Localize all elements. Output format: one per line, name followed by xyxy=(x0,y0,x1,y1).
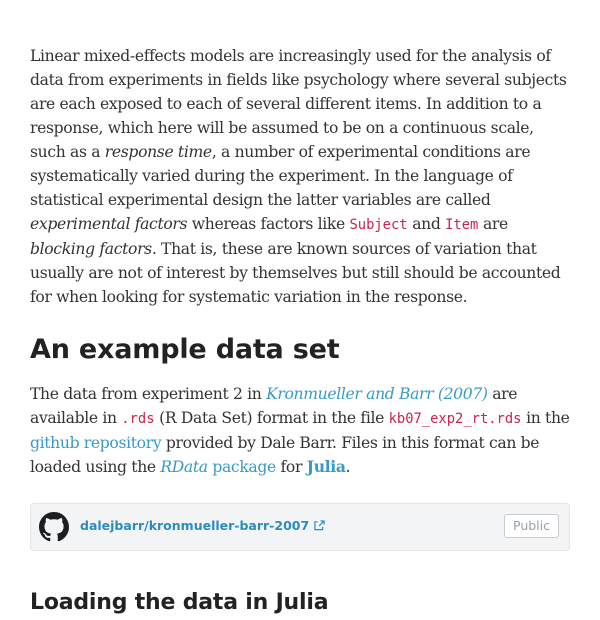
julia-link[interactable]: Julia xyxy=(306,457,346,476)
text: are available in xyxy=(30,385,518,427)
intro-section xyxy=(30,44,570,309)
section-heading-example-data-set: An example data set xyxy=(30,334,340,365)
text: . That is, these are known sources of variation that usually are not of interest by themselves but still should be accounted for when looking for systematic variation in the response. xyxy=(30,240,561,306)
repo-name: dalejbarr/kronmueller-barr-2007 xyxy=(80,518,310,533)
citation-text: Kronmueller and Barr (2007) xyxy=(266,385,488,403)
code-subject: Subject xyxy=(349,217,408,233)
code-filename: kb07_exp2_rt.rds xyxy=(388,411,522,427)
code-rds: .rds xyxy=(121,411,155,427)
public-badge: Public xyxy=(504,514,559,538)
intro-paragraph xyxy=(30,44,570,309)
term-response-time: response time xyxy=(104,143,212,161)
text: whereas factors like xyxy=(187,215,350,233)
text: , a number of experimental conditions are systematically varied during the experiment. In the language of statistical experimental design the latter variables are called xyxy=(30,143,531,209)
example-data-section xyxy=(30,382,570,479)
repo-link[interactable] xyxy=(80,518,325,533)
text: provided by Dale Barr. Files in this format can be loaded using the xyxy=(30,434,540,476)
package-text: package xyxy=(207,458,276,476)
rdata-package-link[interactable] xyxy=(160,458,276,476)
github-repository-link[interactable]: github repository xyxy=(30,434,162,452)
section-heading-loading-data: Loading the data in Julia xyxy=(30,590,329,615)
github-repo-card xyxy=(30,503,570,551)
data-paragraph xyxy=(30,382,570,479)
github-icon xyxy=(39,512,69,542)
text: (R Data Set) format in the file xyxy=(154,409,389,427)
text: . xyxy=(345,458,351,476)
term-experimental-factors: experimental factors xyxy=(30,215,188,233)
text: and xyxy=(407,215,446,233)
external-link-icon xyxy=(314,520,325,531)
text: are xyxy=(478,215,508,233)
text: The data from experiment 2 in xyxy=(30,385,267,403)
term-blocking-factors: blocking factors xyxy=(30,240,152,258)
rdata-text: RData xyxy=(160,458,208,476)
text: for xyxy=(275,458,307,476)
text: in the xyxy=(521,409,570,427)
citation-link-kronmueller-barr[interactable] xyxy=(266,385,488,403)
code-item: Item xyxy=(445,217,479,233)
text: Linear mixed-effects models are increasingly used for the analysis of data from experiments in fields like psychology where several subjects are each exposed to each of several different items. In addition to a response, which here will be assumed to be on a continuous scale, such as a xyxy=(30,47,567,161)
